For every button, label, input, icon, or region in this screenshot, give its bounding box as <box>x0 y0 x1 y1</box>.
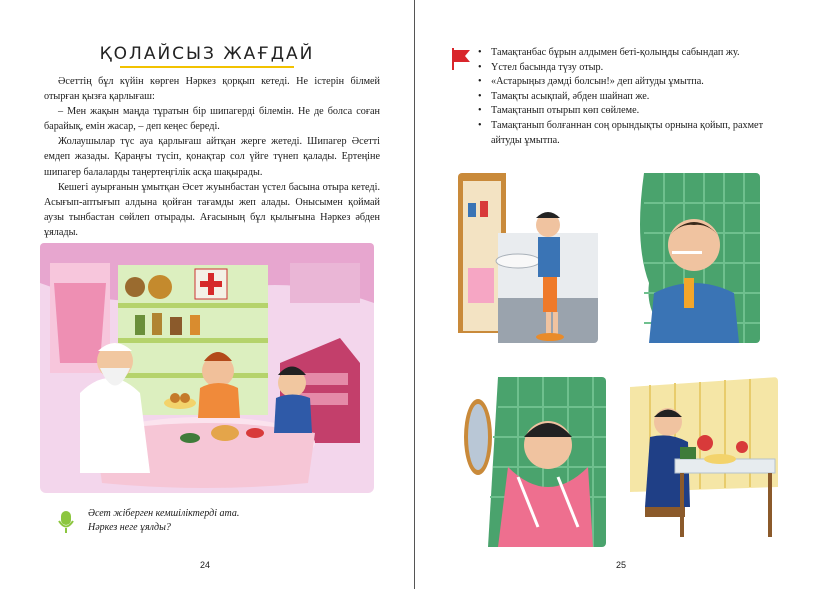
boy-washing-illustration <box>458 173 598 343</box>
story-paragraph: – Мен жақын маңда тұратын бір шипагерді білемін. Не де болса соған барайық, емін жасар, – деп кеңес береді. <box>44 106 380 133</box>
microphone-icon <box>58 510 74 534</box>
breakfast-scene-illustration <box>40 243 374 493</box>
title-underline <box>120 66 294 68</box>
questions <box>88 507 239 535</box>
page-number: 24 <box>200 560 211 570</box>
boy-brushing-teeth-illustration <box>624 173 760 343</box>
rule-item: • Үстел басында түзу отыр. <box>478 61 778 76</box>
page-title: ҚОЛАЙСЫЗ ЖАҒДАЙ <box>99 44 315 64</box>
rule-item: • Тамақтанып болғаннан соң орындықты орнына қойып, рахмет айтуды ұмытпа. <box>478 119 778 148</box>
boy-drying-face-illustration <box>458 377 606 547</box>
flag-icon <box>450 48 472 70</box>
question-line: Нәркез неге ұялды? <box>88 522 171 533</box>
story-text <box>44 74 380 240</box>
boy-eating-illustration <box>630 377 778 542</box>
story-paragraph: Әсеттің бұл күйін көрген Нәркез қорқып кетеді. Не істерін білмей отырған қызға қарлығаш: <box>44 76 380 103</box>
rules-list <box>478 46 778 148</box>
rule-item: • Тамақты асықпай, әбден шайнап же. <box>478 90 778 105</box>
story-paragraph: Жолаушылар түс ауа қарлығаш айтқан жерге жетеді. Шипагер Әсетті емдеп жазады. Қараңғы түсіп, қонақтар сол үйге түнеп қалады. Ертеңіне шипагер балаларды таңертеңгілік асқа шақырады. <box>44 136 380 178</box>
rule-item: • Тамақтанып отырып көп сөйлеме. <box>478 104 778 119</box>
question-line: Әсет жіберген кемшіліктерді ата. <box>88 508 240 519</box>
page-number: 25 <box>616 560 627 570</box>
rule-item: • «Астарыңыз дәмді болсын!» деп айтуды ұмытпа. <box>478 75 778 90</box>
rule-item: • Тамақтанбас бұрын алдымен беті-қолыңды сабындап жу. <box>478 46 778 61</box>
story-paragraph: Кешегі ауырғанын ұмытқан Әсет жуынбастан үстел басына отыра кетеді. Асығып-аптығып алдына қойған тағамды жеп алады. Онысымен қоймай аузы тынбастан сөйлеп отырады. Ағасының бұл қылығына Нәркез әбден ұялады. <box>44 181 380 238</box>
